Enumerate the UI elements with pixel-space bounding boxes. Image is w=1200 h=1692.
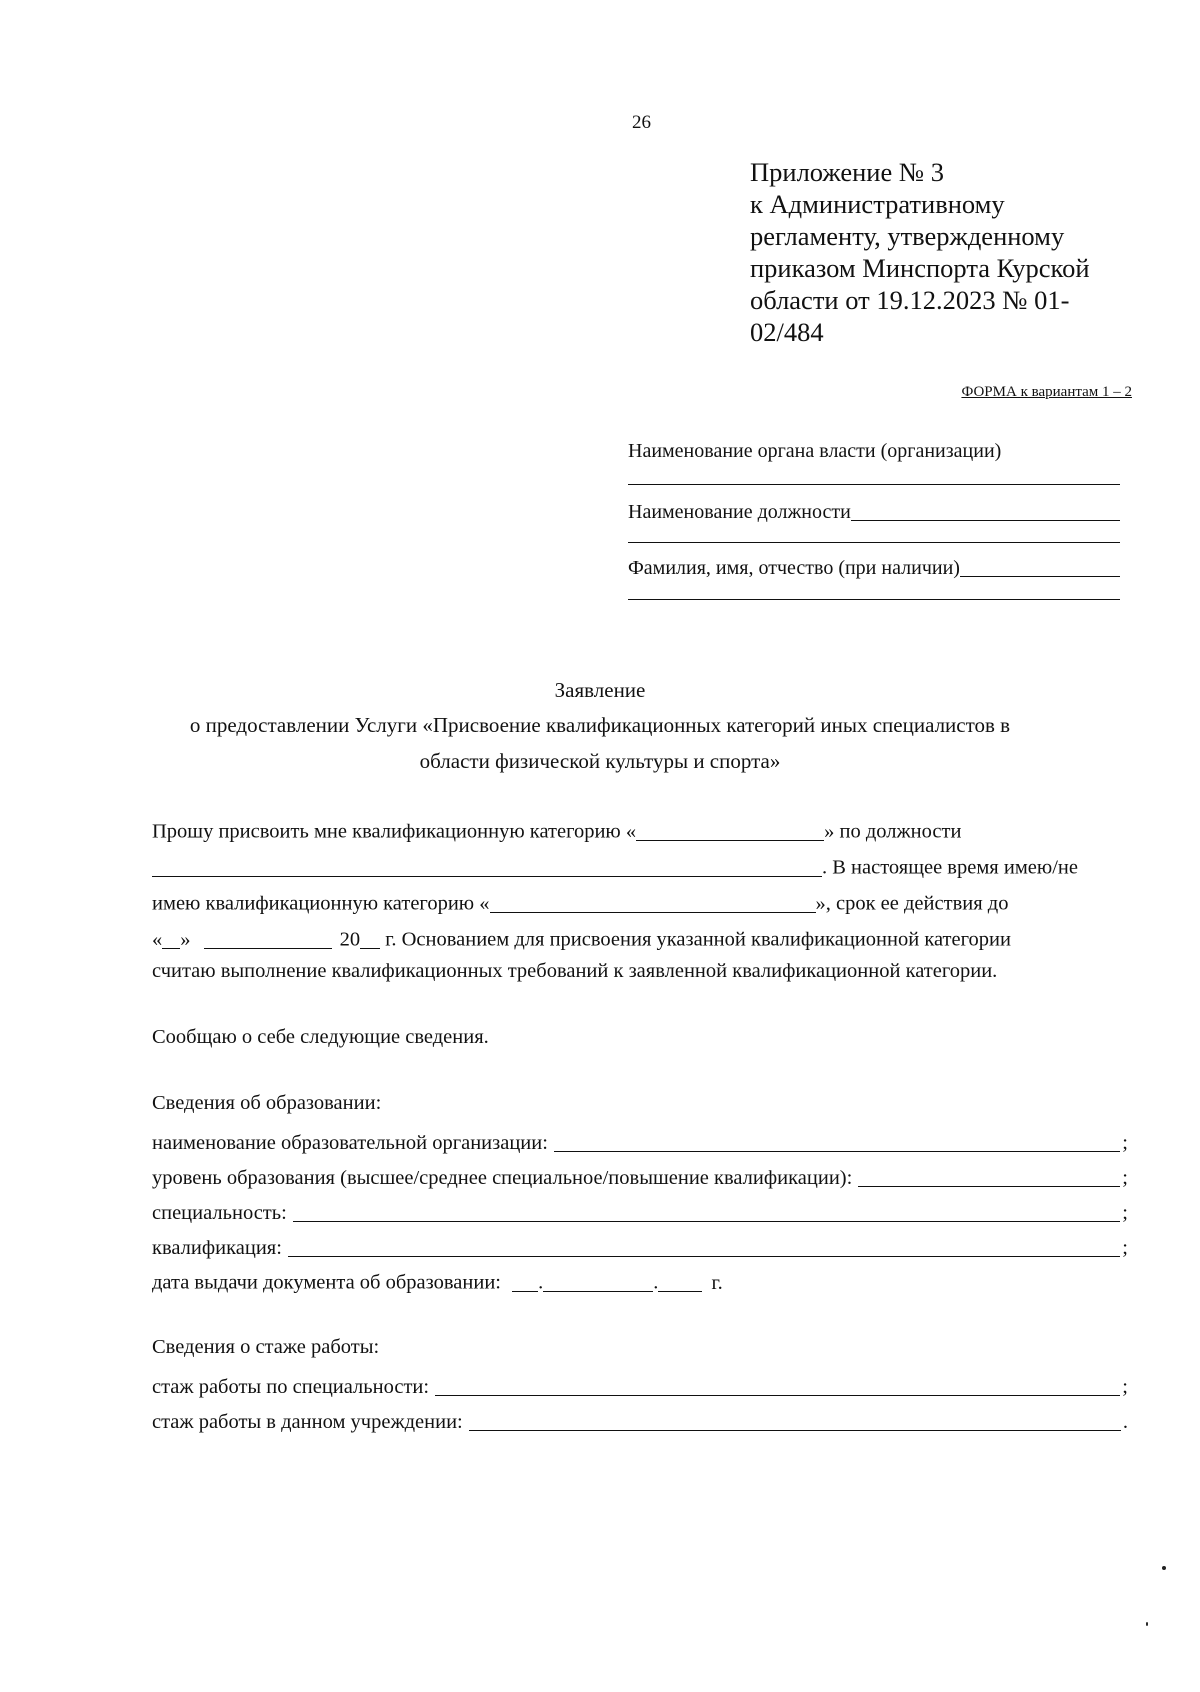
- education-org-label: наименование образовательной организации:: [152, 1131, 548, 1154]
- semicolon: ;: [1122, 1166, 1128, 1189]
- request-line3: [152, 888, 1008, 916]
- experience-specialty-label: стаж работы по специальности:: [152, 1375, 430, 1398]
- scan-speck: [1146, 1622, 1148, 1626]
- request-text: » по должности: [824, 820, 962, 843]
- education-heading: Сведения об образовании:: [152, 1092, 382, 1114]
- position-blank[interactable]: [851, 500, 1120, 521]
- education-level-row: [152, 1162, 1128, 1190]
- fullname-blank[interactable]: [960, 556, 1120, 577]
- category-blank[interactable]: [636, 819, 824, 841]
- form-variant-label: ФОРМА к вариантам 1 – 2: [961, 384, 1132, 400]
- request-line2: [152, 852, 1078, 880]
- appendix-line: к Административному: [750, 189, 1005, 219]
- request-text: . В настоящее время имею/не: [822, 856, 1078, 879]
- education-specialty-row: [152, 1197, 1128, 1225]
- date-separator: .: [538, 1271, 544, 1294]
- request-line1: [152, 816, 961, 844]
- request-text: г. Основанием для присвоения указанной квалификационной категории: [380, 928, 1011, 951]
- semicolon: ;: [1122, 1236, 1128, 1259]
- document-subtitle-line1: о предоставлении Услуги «Присвоение квалификационных категорий иных специалистов в: [189, 713, 1011, 737]
- year-blank[interactable]: [360, 927, 380, 949]
- request-text: 20: [339, 928, 361, 951]
- request-text: », срок ее действия до: [815, 892, 1009, 915]
- request-line4: [152, 924, 1011, 952]
- request-text: «: [152, 928, 163, 951]
- education-date-label: дата выдачи документа об образовании:: [152, 1271, 501, 1294]
- education-specialty-blank[interactable]: [293, 1200, 1120, 1222]
- appendix-line: регламенту, утвержденному: [750, 221, 1065, 251]
- education-specialty-label: специальность:: [152, 1201, 287, 1224]
- fullname-line: [628, 599, 1120, 600]
- fullname-row: [628, 553, 1120, 580]
- request-text: Прошу присвоить мне квалификационную категорию «: [152, 820, 637, 843]
- date-year-suffix: г.: [711, 1271, 723, 1294]
- position-line: [628, 542, 1120, 543]
- request-text: »: [180, 928, 191, 951]
- education-date-row: [152, 1267, 723, 1295]
- current-category-blank[interactable]: [490, 891, 816, 913]
- appendix-block: [750, 156, 1130, 348]
- month-blank[interactable]: [204, 927, 332, 949]
- scan-speck: [1162, 1566, 1166, 1570]
- authority-line: [628, 484, 1120, 485]
- position-name-blank[interactable]: [152, 855, 822, 877]
- request-line5: считаю выполнение квалификационных требований к заявленной квалификационной категории.: [152, 960, 998, 982]
- experience-institution-label: стаж работы в данном учреждении:: [152, 1410, 463, 1433]
- experience-institution-row: [152, 1406, 1128, 1434]
- experience-heading: Сведения о стаже работы:: [152, 1336, 380, 1358]
- education-level-blank[interactable]: [858, 1165, 1120, 1187]
- education-level-label: уровень образования (высшее/среднее специальное/повышение квалификации):: [152, 1166, 853, 1189]
- appendix-line: приказом Минспорта Курской: [750, 253, 1090, 283]
- request-text: имею квалификационную категорию «: [152, 892, 490, 915]
- date-day-blank[interactable]: [512, 1270, 538, 1292]
- semicolon: ;: [1122, 1201, 1128, 1224]
- education-qualification-blank[interactable]: [288, 1235, 1120, 1257]
- education-qualification-row: [152, 1232, 1128, 1260]
- document-title: Заявление: [554, 678, 646, 702]
- date-year-blank[interactable]: [658, 1270, 702, 1292]
- education-org-row: [152, 1127, 1128, 1155]
- appendix-line: области от 19.12.2023 № 01-: [750, 285, 1070, 315]
- semicolon: ;: [1122, 1131, 1128, 1154]
- period: .: [1122, 1410, 1128, 1433]
- date-month-blank[interactable]: [543, 1270, 653, 1292]
- experience-specialty-row: [152, 1371, 1128, 1399]
- info-intro: Сообщаю о себе следующие сведения.: [152, 1026, 489, 1048]
- position-label: Наименование должности: [628, 501, 851, 523]
- authority-label: Наименование органа власти (организации): [628, 440, 1002, 462]
- education-qualification-label: квалификация:: [152, 1236, 282, 1259]
- day-blank[interactable]: [162, 927, 180, 949]
- document-subtitle-line2: области физической культуры и спорта»: [419, 749, 781, 773]
- date-separator: .: [653, 1271, 659, 1294]
- fullname-label: Фамилия, имя, отчество (при наличии): [628, 557, 960, 579]
- appendix-line: 02/484: [750, 317, 824, 347]
- position-row: [628, 497, 1120, 524]
- education-org-blank[interactable]: [554, 1130, 1120, 1152]
- page-number: 26: [632, 112, 651, 133]
- semicolon: ;: [1122, 1375, 1128, 1398]
- appendix-line: Приложение № 3: [750, 157, 945, 187]
- experience-institution-blank[interactable]: [469, 1409, 1121, 1431]
- experience-specialty-blank[interactable]: [435, 1374, 1120, 1396]
